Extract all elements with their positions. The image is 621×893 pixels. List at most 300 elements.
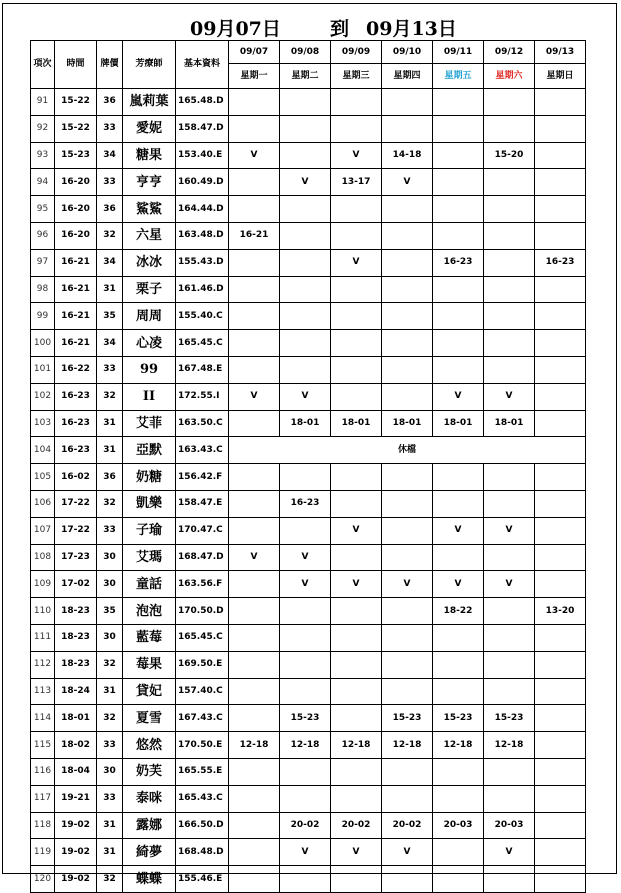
- row-info: 167.43.C: [176, 705, 229, 732]
- row-therapist-name: 冰冰: [123, 249, 176, 276]
- day-cell: [535, 785, 586, 812]
- table-row: [31, 571, 586, 598]
- table-row: [31, 544, 586, 571]
- row-info: 165.48.D: [176, 89, 229, 116]
- row-price: 34: [97, 249, 123, 276]
- day-cell: [433, 758, 484, 785]
- row-info: 155.40.C: [176, 303, 229, 330]
- row-index: 92: [31, 115, 55, 142]
- day-cell: [229, 169, 280, 196]
- header-info: 基本資料: [176, 41, 229, 89]
- day-cell: [535, 839, 586, 866]
- day-cell: [229, 839, 280, 866]
- day-cell: [280, 785, 331, 812]
- row-therapist-name: 艾瑪: [123, 544, 176, 571]
- day-cell: [535, 222, 586, 249]
- day-cell: [280, 866, 331, 893]
- day-cell: [535, 758, 586, 785]
- row-therapist-name: 泰咪: [123, 785, 176, 812]
- table-row: [31, 490, 586, 517]
- day-cell: 18-01: [484, 410, 535, 437]
- header-index: 項次: [31, 41, 55, 89]
- row-index: 120: [31, 866, 55, 893]
- header-date: 09/07: [229, 41, 280, 64]
- day-cell: [382, 544, 433, 571]
- day-cell: [229, 812, 280, 839]
- day-cell: [433, 330, 484, 357]
- header-date: 09/10: [382, 41, 433, 64]
- table-row: [31, 196, 586, 223]
- day-cell: [229, 705, 280, 732]
- day-cell: [229, 276, 280, 303]
- table-row: [31, 437, 586, 464]
- row-info: 163.50.C: [176, 410, 229, 437]
- day-cell: [280, 276, 331, 303]
- header-row-dates: [31, 41, 586, 64]
- row-info: 153.40.E: [176, 142, 229, 169]
- row-time: 16-21: [55, 330, 97, 357]
- day-cell: [535, 705, 586, 732]
- day-cell: [331, 196, 382, 223]
- day-cell: [331, 544, 382, 571]
- row-therapist-name: 艾菲: [123, 410, 176, 437]
- row-price: 31: [97, 276, 123, 303]
- day-cell: [433, 276, 484, 303]
- row-index: 100: [31, 330, 55, 357]
- title-to-date: 09月13日: [366, 18, 457, 40]
- table-row: [31, 651, 586, 678]
- row-info: 167.48.E: [176, 356, 229, 383]
- row-time: 17-22: [55, 490, 97, 517]
- row-time: 19-02: [55, 839, 97, 866]
- day-cell: [535, 812, 586, 839]
- row-therapist-name: 童話: [123, 571, 176, 598]
- day-cell: [433, 544, 484, 571]
- row-therapist-name: 鯊鯊: [123, 196, 176, 223]
- day-cell: [331, 651, 382, 678]
- row-time: 16-21: [55, 249, 97, 276]
- day-cell: V: [229, 383, 280, 410]
- day-cell: [280, 598, 331, 625]
- day-cell: V: [280, 383, 331, 410]
- table-row: [31, 866, 586, 893]
- row-index: 93: [31, 142, 55, 169]
- day-cell: [484, 222, 535, 249]
- row-therapist-name: 亞默: [123, 437, 176, 464]
- day-cell: [535, 732, 586, 759]
- row-info: 170.47.C: [176, 517, 229, 544]
- day-cell: [535, 571, 586, 598]
- day-cell: V: [280, 169, 331, 196]
- day-cell: V: [433, 571, 484, 598]
- row-price: 36: [97, 89, 123, 116]
- day-cell: [280, 624, 331, 651]
- table-row: [31, 356, 586, 383]
- row-therapist-name: 周周: [123, 303, 176, 330]
- day-cell: [229, 624, 280, 651]
- row-therapist-name: 99: [123, 356, 176, 383]
- day-cell: [280, 758, 331, 785]
- day-cell: [280, 651, 331, 678]
- day-cell: V: [433, 383, 484, 410]
- day-cell: [280, 89, 331, 116]
- day-cell: [433, 356, 484, 383]
- day-cell: [382, 115, 433, 142]
- row-time: 17-23: [55, 544, 97, 571]
- day-cell: [331, 624, 382, 651]
- row-index: 105: [31, 464, 55, 491]
- row-price: 32: [97, 383, 123, 410]
- row-info: 168.48.D: [176, 839, 229, 866]
- row-price: 32: [97, 651, 123, 678]
- day-cell: [484, 785, 535, 812]
- header-weekday: 星期五: [433, 64, 484, 89]
- day-cell: [280, 464, 331, 491]
- day-cell: 18-01: [331, 410, 382, 437]
- day-cell: 12-18: [331, 732, 382, 759]
- day-cell: [484, 464, 535, 491]
- row-info: 165.55.E: [176, 758, 229, 785]
- table-row: [31, 169, 586, 196]
- day-cell: [229, 490, 280, 517]
- day-cell: [229, 517, 280, 544]
- row-info: 165.43.C: [176, 785, 229, 812]
- day-cell: [484, 330, 535, 357]
- day-cell: [433, 169, 484, 196]
- day-cell: [433, 839, 484, 866]
- row-info: 168.47.D: [176, 544, 229, 571]
- row-index: 113: [31, 678, 55, 705]
- row-info: 158.47.E: [176, 490, 229, 517]
- row-price: 33: [97, 169, 123, 196]
- day-cell: 20-03: [433, 812, 484, 839]
- table-row: [31, 330, 586, 357]
- row-index: 117: [31, 785, 55, 812]
- table-row: [31, 624, 586, 651]
- row-index: 107: [31, 517, 55, 544]
- row-info: 160.49.D: [176, 169, 229, 196]
- day-cell: [484, 544, 535, 571]
- row-time: 16-20: [55, 222, 97, 249]
- day-cell: [535, 383, 586, 410]
- table-row: [31, 758, 586, 785]
- day-cell: [535, 196, 586, 223]
- day-cell: [535, 544, 586, 571]
- day-cell: [433, 196, 484, 223]
- day-cell: [382, 517, 433, 544]
- day-cell: [433, 678, 484, 705]
- day-cell: [229, 651, 280, 678]
- day-cell: [229, 464, 280, 491]
- day-cell: [382, 758, 433, 785]
- row-index: 115: [31, 732, 55, 759]
- row-time: 16-21: [55, 303, 97, 330]
- day-cell: [484, 276, 535, 303]
- table-row: [31, 383, 586, 410]
- row-therapist-name: 糖果: [123, 142, 176, 169]
- day-cell: [280, 249, 331, 276]
- day-cell: [382, 249, 433, 276]
- day-cell: 13-17: [331, 169, 382, 196]
- header-time: 時間: [55, 41, 97, 89]
- day-cell: [229, 89, 280, 116]
- row-price: 36: [97, 196, 123, 223]
- day-cell: 18-01: [280, 410, 331, 437]
- header-weekday: 星期六: [484, 64, 535, 89]
- day-cell: [331, 785, 382, 812]
- row-status-span: 休檔: [229, 437, 586, 464]
- day-cell: [229, 866, 280, 893]
- day-cell: [331, 758, 382, 785]
- day-cell: [280, 142, 331, 169]
- day-cell: 15-23: [433, 705, 484, 732]
- row-info: 165.45.C: [176, 624, 229, 651]
- day-cell: 20-02: [331, 812, 382, 839]
- day-cell: V: [484, 517, 535, 544]
- day-cell: [382, 464, 433, 491]
- day-cell: [484, 303, 535, 330]
- row-index: 104: [31, 437, 55, 464]
- day-cell: [433, 89, 484, 116]
- day-cell: [382, 651, 433, 678]
- row-index: 106: [31, 490, 55, 517]
- row-time: 19-02: [55, 866, 97, 893]
- row-therapist-name: 綺夢: [123, 839, 176, 866]
- day-cell: [229, 678, 280, 705]
- row-info: 165.45.C: [176, 330, 229, 357]
- table-row: [31, 598, 586, 625]
- day-cell: [382, 490, 433, 517]
- day-cell: [331, 464, 382, 491]
- header-price: 牌價: [97, 41, 123, 89]
- table-row: [31, 732, 586, 759]
- row-time: 19-21: [55, 785, 97, 812]
- row-therapist-name: 嵐莉葉: [123, 89, 176, 116]
- day-cell: [331, 276, 382, 303]
- row-price: 33: [97, 115, 123, 142]
- row-therapist-name: 莓果: [123, 651, 176, 678]
- row-time: 16-23: [55, 410, 97, 437]
- header-date: 09/13: [535, 41, 586, 64]
- day-cell: [484, 598, 535, 625]
- day-cell: 12-18: [484, 732, 535, 759]
- row-price: 34: [97, 142, 123, 169]
- row-time: 16-22: [55, 356, 97, 383]
- day-cell: [433, 866, 484, 893]
- row-price: 33: [97, 785, 123, 812]
- day-cell: [331, 89, 382, 116]
- row-info: 166.50.D: [176, 812, 229, 839]
- day-cell: [280, 196, 331, 223]
- day-cell: [484, 758, 535, 785]
- row-price: 34: [97, 330, 123, 357]
- day-cell: 12-18: [280, 732, 331, 759]
- row-index: 101: [31, 356, 55, 383]
- day-cell: V: [280, 839, 331, 866]
- row-therapist-name: 露娜: [123, 812, 176, 839]
- day-cell: [433, 651, 484, 678]
- row-info: 163.48.D: [176, 222, 229, 249]
- schedule-table: [30, 40, 586, 893]
- table-row: [31, 303, 586, 330]
- row-price: 33: [97, 732, 123, 759]
- day-cell: [280, 356, 331, 383]
- row-index: 114: [31, 705, 55, 732]
- row-info: 163.43.C: [176, 437, 229, 464]
- day-cell: [382, 222, 433, 249]
- day-cell: [331, 222, 382, 249]
- row-price: 33: [97, 517, 123, 544]
- row-therapist-name: 貸妃: [123, 678, 176, 705]
- row-price: 32: [97, 866, 123, 893]
- day-cell: [229, 330, 280, 357]
- day-cell: [382, 678, 433, 705]
- day-cell: 18-22: [433, 598, 484, 625]
- row-price: 31: [97, 812, 123, 839]
- header-weekday: 星期日: [535, 64, 586, 89]
- day-cell: [535, 276, 586, 303]
- header-date: 09/09: [331, 41, 382, 64]
- row-index: 102: [31, 383, 55, 410]
- row-index: 95: [31, 196, 55, 223]
- day-cell: [382, 624, 433, 651]
- row-info: 157.40.C: [176, 678, 229, 705]
- row-time: 16-20: [55, 196, 97, 223]
- day-cell: [382, 196, 433, 223]
- row-price: 31: [97, 410, 123, 437]
- day-cell: [382, 276, 433, 303]
- header-weekday: 星期三: [331, 64, 382, 89]
- day-cell: [535, 330, 586, 357]
- row-info: 163.56.F: [176, 571, 229, 598]
- row-info: 155.43.D: [176, 249, 229, 276]
- row-price: 30: [97, 571, 123, 598]
- day-cell: [382, 89, 433, 116]
- day-cell: [535, 303, 586, 330]
- day-cell: [331, 490, 382, 517]
- day-cell: [229, 410, 280, 437]
- day-cell: V: [331, 517, 382, 544]
- table-row: [31, 839, 586, 866]
- table-row: [31, 464, 586, 491]
- row-time: 18-23: [55, 651, 97, 678]
- row-price: 30: [97, 544, 123, 571]
- day-cell: [229, 785, 280, 812]
- row-time: 18-23: [55, 624, 97, 651]
- header-date: 09/12: [484, 41, 535, 64]
- day-cell: [535, 89, 586, 116]
- row-time: 15-22: [55, 89, 97, 116]
- day-cell: [382, 785, 433, 812]
- day-cell: V: [382, 839, 433, 866]
- day-cell: [484, 115, 535, 142]
- day-cell: 12-18: [433, 732, 484, 759]
- row-info: 170.50.D: [176, 598, 229, 625]
- day-cell: 15-23: [280, 705, 331, 732]
- day-cell: [535, 410, 586, 437]
- day-cell: [433, 464, 484, 491]
- row-time: 16-21: [55, 276, 97, 303]
- day-cell: V: [331, 839, 382, 866]
- day-cell: [433, 303, 484, 330]
- row-index: 108: [31, 544, 55, 571]
- row-index: 109: [31, 571, 55, 598]
- table-row: [31, 276, 586, 303]
- day-cell: [484, 866, 535, 893]
- day-cell: V: [382, 169, 433, 196]
- row-info: 161.46.D: [176, 276, 229, 303]
- row-index: 98: [31, 276, 55, 303]
- day-cell: [433, 785, 484, 812]
- day-cell: [535, 866, 586, 893]
- day-cell: [331, 356, 382, 383]
- schedule-title: [0, 14, 621, 38]
- day-cell: 15-23: [484, 705, 535, 732]
- row-therapist-name: 夏雪: [123, 705, 176, 732]
- day-cell: [382, 598, 433, 625]
- row-therapist-name: 奶芙: [123, 758, 176, 785]
- row-time: 16-02: [55, 464, 97, 491]
- day-cell: 12-18: [382, 732, 433, 759]
- day-cell: [331, 303, 382, 330]
- day-cell: 16-23: [535, 249, 586, 276]
- row-price: 32: [97, 705, 123, 732]
- day-cell: [229, 598, 280, 625]
- table-row: [31, 678, 586, 705]
- header-weekday: 星期四: [382, 64, 433, 89]
- row-index: 116: [31, 758, 55, 785]
- day-cell: [331, 678, 382, 705]
- day-cell: [280, 517, 331, 544]
- day-cell: [484, 651, 535, 678]
- row-price: 36: [97, 464, 123, 491]
- row-price: 31: [97, 839, 123, 866]
- day-cell: [331, 866, 382, 893]
- day-cell: V: [280, 544, 331, 571]
- row-time: 18-04: [55, 758, 97, 785]
- day-cell: V: [382, 571, 433, 598]
- day-cell: 18-01: [433, 410, 484, 437]
- day-cell: [484, 490, 535, 517]
- row-info: 156.42.F: [176, 464, 229, 491]
- row-price: 32: [97, 490, 123, 517]
- day-cell: [229, 196, 280, 223]
- row-index: 111: [31, 624, 55, 651]
- day-cell: [382, 303, 433, 330]
- day-cell: V: [484, 383, 535, 410]
- row-therapist-name: II: [123, 383, 176, 410]
- row-time: 18-24: [55, 678, 97, 705]
- header-therapist: 芳療師: [123, 41, 176, 89]
- title-to-word: 到: [330, 18, 350, 40]
- day-cell: [484, 169, 535, 196]
- row-therapist-name: 蝶蝶: [123, 866, 176, 893]
- row-info: 164.44.D: [176, 196, 229, 223]
- table-row: [31, 89, 586, 116]
- table-row: [31, 142, 586, 169]
- row-info: 169.50.E: [176, 651, 229, 678]
- table-row: [31, 115, 586, 142]
- day-cell: [433, 142, 484, 169]
- day-cell: V: [331, 571, 382, 598]
- row-time: 15-22: [55, 115, 97, 142]
- row-info: 158.47.D: [176, 115, 229, 142]
- row-time: 19-02: [55, 812, 97, 839]
- row-time: 18-23: [55, 598, 97, 625]
- day-cell: [535, 678, 586, 705]
- day-cell: [280, 330, 331, 357]
- header-weekday: 星期一: [229, 64, 280, 89]
